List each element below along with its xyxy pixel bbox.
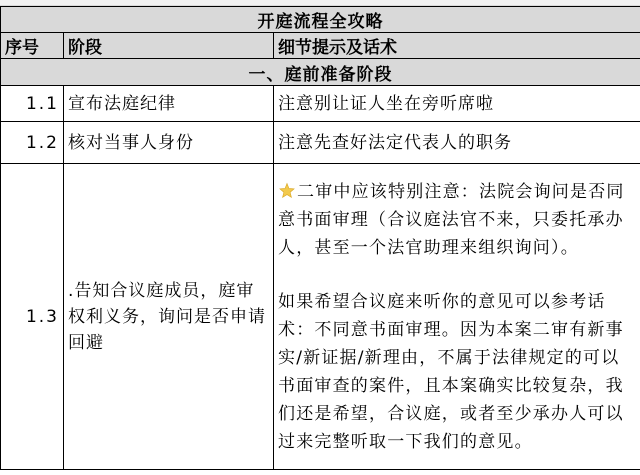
row-number: 1.3: [1, 164, 64, 470]
table-row: [1, 86, 640, 122]
row-number: 1.2: [1, 122, 64, 164]
row-stage: 核对当事人身份: [64, 122, 274, 164]
title-row: [1, 7, 640, 33]
header-stage: 阶段: [64, 33, 274, 59]
table-row: [1, 122, 640, 164]
table-title: 开庭流程全攻略: [1, 7, 640, 33]
table-row: [1, 164, 640, 470]
row-detail: 注意先查好法定代表人的职务: [274, 122, 640, 164]
star-icon: [278, 181, 296, 199]
row-stage: 宣布法庭纪律: [64, 86, 274, 122]
row-detail: 注意别让证人坐在旁听席啦: [274, 86, 640, 122]
header-number: 序号: [1, 33, 64, 59]
detail-text-1: 二审中应该特别注意：法院会询问是否同意书面审理（合议庭法官不来，只委托承办人，甚至一个法官助理来组织询问）。: [278, 181, 625, 258]
section-title: 一、庭前准备阶段: [1, 59, 640, 86]
row-number: 1.1: [1, 86, 64, 122]
detail-paragraph-2: 如果希望合议庭来听你的意见可以参考话术：不同意书面审理。因为本案二审有新事实/新证据/新理由，不属于法律规定的可以书面审查的案件，且本案确实比较复杂，我们还是希望，合议庭，或者至少承办人可以过来完整听取一下我们的意见。: [278, 291, 624, 452]
header-row: [1, 33, 640, 59]
header-detail: 细节提示及话术: [274, 33, 640, 59]
section-row: [1, 59, 640, 86]
row-stage: .告知合议庭成员，庭审权利义务，询问是否申请回避: [64, 164, 274, 470]
detail-paragraph-1: [278, 178, 636, 262]
procedure-table: [0, 6, 640, 470]
row-detail: [274, 164, 640, 470]
